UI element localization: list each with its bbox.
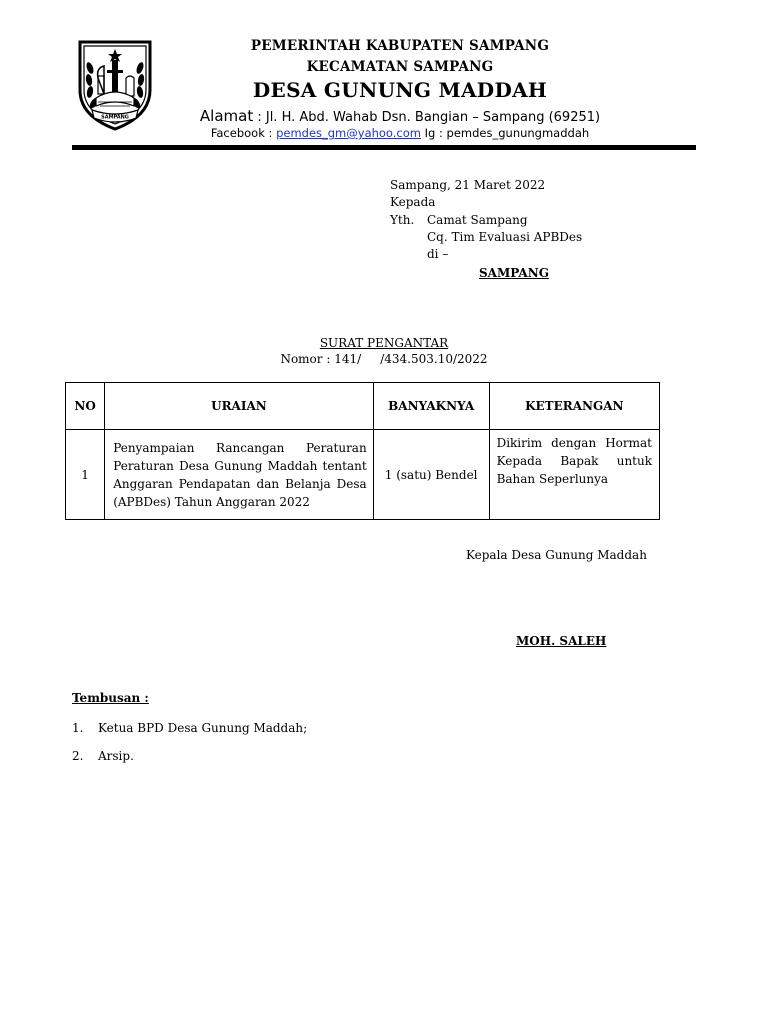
address-label: Alamat [199, 107, 254, 125]
cell-banyaknya: 1 (satu) Bendel [373, 430, 489, 520]
letter-title: SURAT PENGANTAR [319, 336, 449, 350]
instagram-handle: Ig : pemdes_gunungmaddah [421, 126, 590, 140]
cell-no: 1 [66, 430, 105, 520]
recipient-city: SAMPANG [479, 266, 549, 280]
signatory-name: MOH. SALEH [516, 634, 607, 648]
recipient-name: Camat Sampang [427, 213, 528, 227]
regency-crest-icon [74, 38, 156, 132]
table-row [66, 430, 660, 520]
letterhead-address [160, 107, 640, 125]
header-keterangan: KETERANGAN [489, 383, 659, 430]
letterhead-divider [72, 145, 696, 150]
tembusan-num-2: 2. [72, 749, 84, 763]
header-no: NO [66, 383, 105, 430]
kepada-label: Kepada [390, 195, 436, 209]
letterhead-district: KECAMATAN SAMPANG [306, 59, 494, 75]
tembusan-num-1: 1. [72, 721, 84, 735]
yth-label: Yth. [390, 213, 415, 227]
address-value: : Jl. H. Abd. Wahab Dsn. Bangian – Sampang (69251) [257, 110, 601, 125]
tembusan-item-1: Ketua BPD Desa Gunung Maddah; [98, 721, 308, 735]
recipient-cq: Cq. Tim Evaluasi APBDes [427, 230, 583, 244]
cell-keterangan: Dikirim dengan Hormat Kepada Bapak untuk Bahan Seperlunya [489, 430, 659, 520]
letter-number: Nomor : 141/ /434.503.10/2022 [280, 352, 488, 366]
header-banyaknya: BANYAKNYA [373, 383, 489, 430]
document-table [65, 382, 660, 520]
facebook-label: Facebook : [210, 126, 277, 140]
letterhead-village: DESA GUNUNG MADDAH [252, 78, 548, 102]
cell-uraian: Penyampaian Rancangan Peraturan Peraturan Desa Gunung Maddah tentant Anggaran Pendapatan dan Belanja Desa (APBDes) Tahun Anggaran 2022 [105, 430, 374, 520]
header-uraian: URAIAN [105, 383, 374, 430]
table-header-row [66, 383, 660, 430]
recipient-di: di – [427, 247, 449, 261]
logo-ribbon-text: SAMPANG [101, 114, 129, 121]
letterhead-contacts [160, 126, 640, 140]
tembusan-label: Tembusan : [72, 691, 149, 705]
signatory-position: Kepala Desa Gunung Maddah [466, 548, 647, 562]
facebook-email-link[interactable]: pemdes_gm@yahoo.com [276, 126, 421, 140]
date-line: Sampang, 21 Maret 2022 [390, 178, 546, 192]
tembusan-item-2: Arsip. [98, 749, 134, 763]
letterhead-government: PEMERINTAH KABUPATEN SAMPANG [250, 38, 550, 54]
